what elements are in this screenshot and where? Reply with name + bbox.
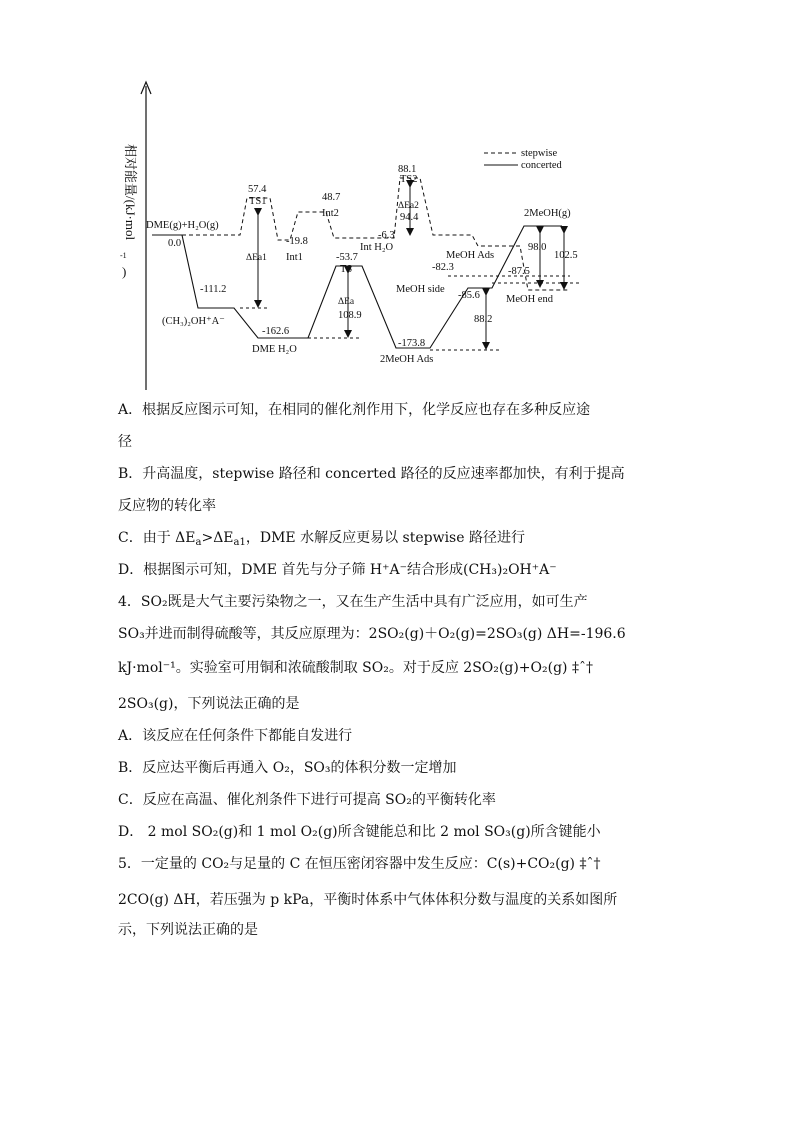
q4-option-d: D． 2 mol SO₂(g)和 1 mol O₂(g)所含键能总和比 2 mol SO₃(g)所含键能小 <box>118 824 601 840</box>
q4-stem-3: kJ·mol⁻¹。实验室可用铜和浓硫酸制取 SO₂。对于反应 2SO₂(g)+O₂(g) ‡ˆ† <box>118 660 593 676</box>
energy-profile-diagram <box>100 80 620 392</box>
q5-stem-1: 5．一定量的 CO₂与足量的 C 在恒压密闭容器中发生反应：C(s)+CO₂(g) ‡ˆ† <box>118 856 601 872</box>
q3-option-b: B．升高温度，stepwise 路径和 concerted 路径的反应速率都加快，有利于提高 <box>118 466 625 482</box>
label-ts2: TS2 <box>400 174 418 185</box>
q3-option-c-sub2: a1 <box>233 537 246 548</box>
label-v-162: -162.6 <box>262 326 290 337</box>
label-2meoh-ads: 2MeOH Ads <box>380 354 434 365</box>
q3-option-a: A．根据反应图示可知，在相同的催化剂作用下，化学反应也存在多种反应途 <box>118 402 591 418</box>
q3-option-c-post: ，DME 水解反应更易以 stepwise 路径进行 <box>245 530 525 546</box>
legend-stepwise: stepwise <box>521 148 558 159</box>
q4-option-a: A．该反应在任何条件下都能自发进行 <box>118 728 353 744</box>
label-v-875: -87.5 <box>508 266 530 277</box>
label-meoh-side: MeOH side <box>396 284 445 295</box>
q4-stem-2: SO₃并进而制得硫酸等，其反应原理为：2SO₂(g)＋O₂(g)=2SO₃(g) ΔH=-196.6 <box>118 626 626 642</box>
label-ch3oh: (CH₃)₂OH⁺A⁻ <box>162 316 225 327</box>
label-v-823: -82.3 <box>432 262 454 273</box>
label-v-574: 57.4 <box>248 184 267 195</box>
label-2meoh-g: 2MeOH(g) <box>524 208 571 219</box>
label-meoh-ads: MeOH Ads <box>446 250 495 261</box>
label-v-111: -111.2 <box>200 284 227 295</box>
label-dea1: ΔEa1 <box>246 253 267 263</box>
q5-stem-2: 2CO(g) ΔH，若压强为 p kPa，平衡时体系中气体体积分数与温度的关系如图所 <box>118 892 618 908</box>
label-v-856: -85.6 <box>458 290 480 301</box>
label-v-537: -53.7 <box>336 252 358 263</box>
label-v-944: 94.4 <box>400 212 419 223</box>
label-dea: ΔEa <box>338 297 355 307</box>
label-v-1089: 108.9 <box>338 310 362 321</box>
q4-option-b: B．反应达平衡后再通入 O₂，SO₃的体积分数一定增加 <box>118 760 457 776</box>
label-int2: Int2 <box>322 208 339 219</box>
label-ts: TS <box>340 264 353 275</box>
label-int1: Int1 <box>286 252 303 263</box>
legend-concerted: concerted <box>521 160 562 171</box>
label-int-h2o: Int H₂O <box>360 242 394 253</box>
label-v-980: 98.0 <box>528 242 547 253</box>
q4-option-c: C．反应在高温、催化剂条件下进行可提高 SO₂的平衡转化率 <box>118 792 496 808</box>
q3-option-d: D．根据图示可知，DME 首先与分子筛 H⁺A⁻结合形成(CH₃)₂OH⁺A⁻ <box>118 562 557 578</box>
label-v-zero: 0.0 <box>168 238 182 249</box>
q3-option-c-pre: C．由于 ΔE <box>118 530 196 546</box>
q5-stem-3: 示，下列说法正确的是 <box>118 922 258 938</box>
label-v-1025: 102.5 <box>554 250 578 261</box>
label-meoh-end: MeOH end <box>506 294 553 305</box>
label-dme-h2o: DME H₂O <box>252 344 297 355</box>
q4-stem-4: 2SO₃(g)，下列说法正确的是 <box>118 696 300 712</box>
label-v-198: -19.8 <box>286 236 308 247</box>
label-dme-start: DME(g)+H₂O(g) <box>146 220 219 231</box>
q3-option-a-cont: 径 <box>118 434 132 450</box>
q3-option-c-mid: >ΔE <box>201 530 234 546</box>
y-axis-label-sup: -1 <box>120 251 127 260</box>
y-axis-label-close: ) <box>122 264 127 279</box>
q3-option-b-cont: 反应物的转化率 <box>118 498 216 514</box>
label-v-487: 48.7 <box>322 192 341 203</box>
label-v-882: 88.2 <box>474 314 493 325</box>
y-axis-label <box>123 144 138 240</box>
label-ts1: TS1 <box>249 196 267 207</box>
q3-option-c <box>118 526 678 555</box>
q3-option-c-sub1: a <box>195 537 202 548</box>
q4-stem-1: 4．SO₂既是大气主要污染物之一，又在生产生活中具有广泛应用，如可生产 <box>118 594 588 610</box>
label-v-63: -6.3 <box>378 230 395 241</box>
label-v-1738: -173.8 <box>398 338 426 349</box>
label-v-881: 88.1 <box>398 164 417 175</box>
label-dea2: ΔEa2 <box>398 201 419 211</box>
svg-text:相对能量/(kJ·mol: 相对能量/(kJ·mol <box>123 144 138 241</box>
